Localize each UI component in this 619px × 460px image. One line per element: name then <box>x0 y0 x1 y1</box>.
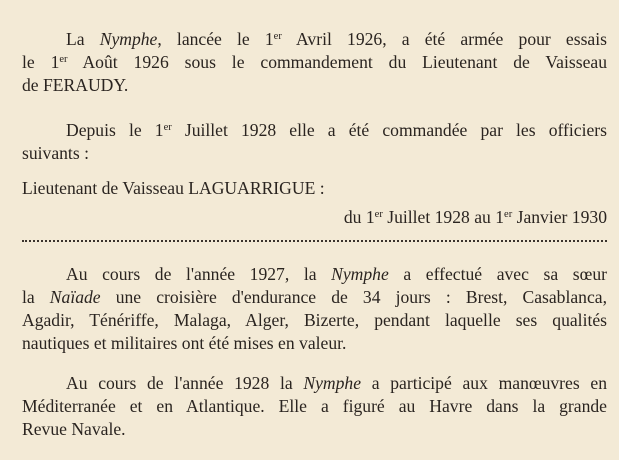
text-line: Au cours de l'année 1928 la Nymphe a participé aux manœuvres en <box>66 373 607 393</box>
text-line: suivants : <box>22 143 89 163</box>
paragraph-launch <box>22 28 607 97</box>
text-line: de FERAUDY. <box>22 75 129 95</box>
officer-name: Lieutenant de Vaisseau LAGUARRIGUE : <box>22 178 325 198</box>
paragraph-1928 <box>22 372 607 441</box>
text-line: Agadir, Ténériffe, Malaga, Alger, Bizerte, pendant laquelle ses qualités <box>22 310 607 330</box>
officer-period: du 1er Juillet 1928 au 1er Janvier 1930 <box>343 207 607 227</box>
text-line: La Nymphe, lancée le 1er Avril 1926, a été armée pour essais <box>66 29 607 49</box>
text-line: Au cours de l'année 1927, la Nymphe a effectué avec sa sœur <box>66 264 607 284</box>
text-line: Depuis le 1er Juillet 1928 elle a été commandée par les officiers <box>66 120 607 140</box>
text-line: Méditerranée et en Atlantique. Elle a figuré au Havre dans la grande <box>22 396 607 416</box>
dotted-separator <box>22 240 607 242</box>
ship-name: Nymphe <box>331 264 389 284</box>
text-line: le 1er Août 1926 sous le commandement du Lieutenant de Vaisseau <box>22 52 607 72</box>
ship-name: Nymphe <box>99 29 158 49</box>
officer-entry <box>22 177 607 229</box>
text-line: nautiques et militaires ont été mises en valeur. <box>22 333 347 353</box>
text-line: Revue Navale. <box>22 419 126 439</box>
text-line: la Naïade une croisière d'endurance de 34 jours : Brest, Casablanca, <box>22 287 607 307</box>
ship-name: Naïade <box>49 287 101 307</box>
paragraph-commanders <box>22 119 607 165</box>
ship-name: Nymphe <box>303 373 362 393</box>
paragraph-1927 <box>22 263 607 355</box>
